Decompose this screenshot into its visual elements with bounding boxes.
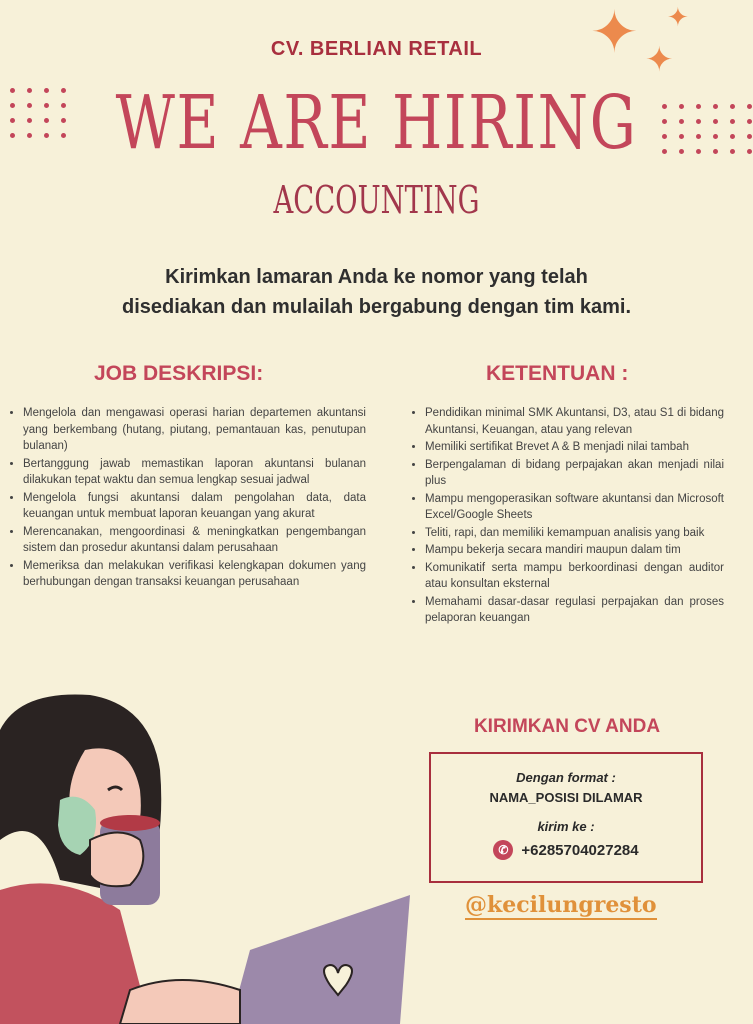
list-item: • Bertanggung jawab memastikan laporan akuntansi bulanan dilakukan tepat waktu dan semua lengkap sesuai jadwal bbox=[23, 456, 366, 489]
dot-grid-left bbox=[10, 88, 67, 138]
headline: WE ARE HIRING bbox=[115, 80, 638, 166]
job-description-list bbox=[9, 405, 366, 592]
list-item: • Mampu bekerja secara mandiri maupun dalam tim bbox=[425, 542, 724, 559]
phone-row[interactable] bbox=[431, 840, 701, 860]
intro-text bbox=[60, 262, 693, 322]
list-item: • Teliti, rapi, dan memiliki kemampuan analisis yang baik bbox=[425, 525, 724, 542]
star-icon-small: ✦ bbox=[667, 2, 689, 32]
position-title: ACCOUNTING bbox=[273, 178, 480, 222]
requirements-list bbox=[411, 405, 724, 628]
list-item: • Merencanakan, mengoordinasi & meningkatkan pengembangan sistem dan prosedur akuntansi dalam perusahaan bbox=[23, 524, 366, 557]
list-item: • Memahami dasar-dasar regulasi perpajakan dan proses pelaporan keuangan bbox=[425, 594, 724, 627]
list-item: • Mengelola dan mengawasi operasi harian departemen akuntansi yang berkembang (hutang, piutang, pemantauan kas, penutupan bulanan) bbox=[23, 405, 366, 455]
list-item: • Mampu mengoperasikan software akuntansi dan Microsoft Excel/Google Sheets bbox=[425, 491, 724, 524]
phone-icon: ✆ bbox=[493, 840, 513, 860]
star-icon-medium: ✦ bbox=[645, 41, 674, 79]
woman-laptop-illustration bbox=[0, 690, 420, 1024]
list-item: • Mengelola fungsi akuntansi dalam pengolahan data, data keuangan untuk membuat laporan keuangan yang akurat bbox=[23, 490, 366, 523]
send-label: kirim ke : bbox=[537, 819, 595, 834]
instagram-text[interactable]: @kecilungresto bbox=[465, 892, 657, 918]
cv-instructions-box bbox=[429, 752, 703, 883]
list-item: • Memiliki sertifikat Brevet A & B menjadi nilai tambah bbox=[425, 439, 724, 456]
company-name: CV. BERLIAN RETAIL bbox=[270, 38, 483, 60]
requirements-title: KETENTUAN : bbox=[486, 362, 629, 385]
list-item: • Pendidikan minimal SMK Akuntansi, D3, atau S1 di bidang Akuntansi, Keuangan, atau yang relevan bbox=[425, 405, 724, 438]
intro-line-2: disediakan dan mulailah bergabung dengan tim kami. bbox=[122, 296, 631, 318]
format-value: NAMA_POSISI DILAMAR bbox=[489, 790, 643, 805]
phone-number[interactable]: +6285704027284 bbox=[521, 841, 639, 859]
intro-line-1: Kirimkan lamaran Anda ke nomor yang telah bbox=[165, 266, 588, 288]
star-icon-large: ✦ bbox=[590, 0, 639, 65]
dot-grid-right bbox=[662, 104, 753, 154]
list-item: • Berpengalaman di bidang perpajakan akan menjadi nilai plus bbox=[425, 457, 724, 490]
format-label: Dengan format : bbox=[516, 770, 616, 785]
cv-section-title: KIRIMKAN CV ANDA bbox=[473, 716, 661, 737]
instagram-handle[interactable] bbox=[465, 892, 657, 920]
list-item: • Memeriksa dan melakukan verifikasi kelengkapan dokumen yang berhubungan dengan transaksi keuangan perusahaan bbox=[23, 558, 366, 591]
job-description-title: JOB DESKRIPSI: bbox=[94, 362, 264, 385]
list-item: • Komunikatif serta mampu berkoordinasi dengan auditor atau konsultan eksternal bbox=[425, 560, 724, 593]
